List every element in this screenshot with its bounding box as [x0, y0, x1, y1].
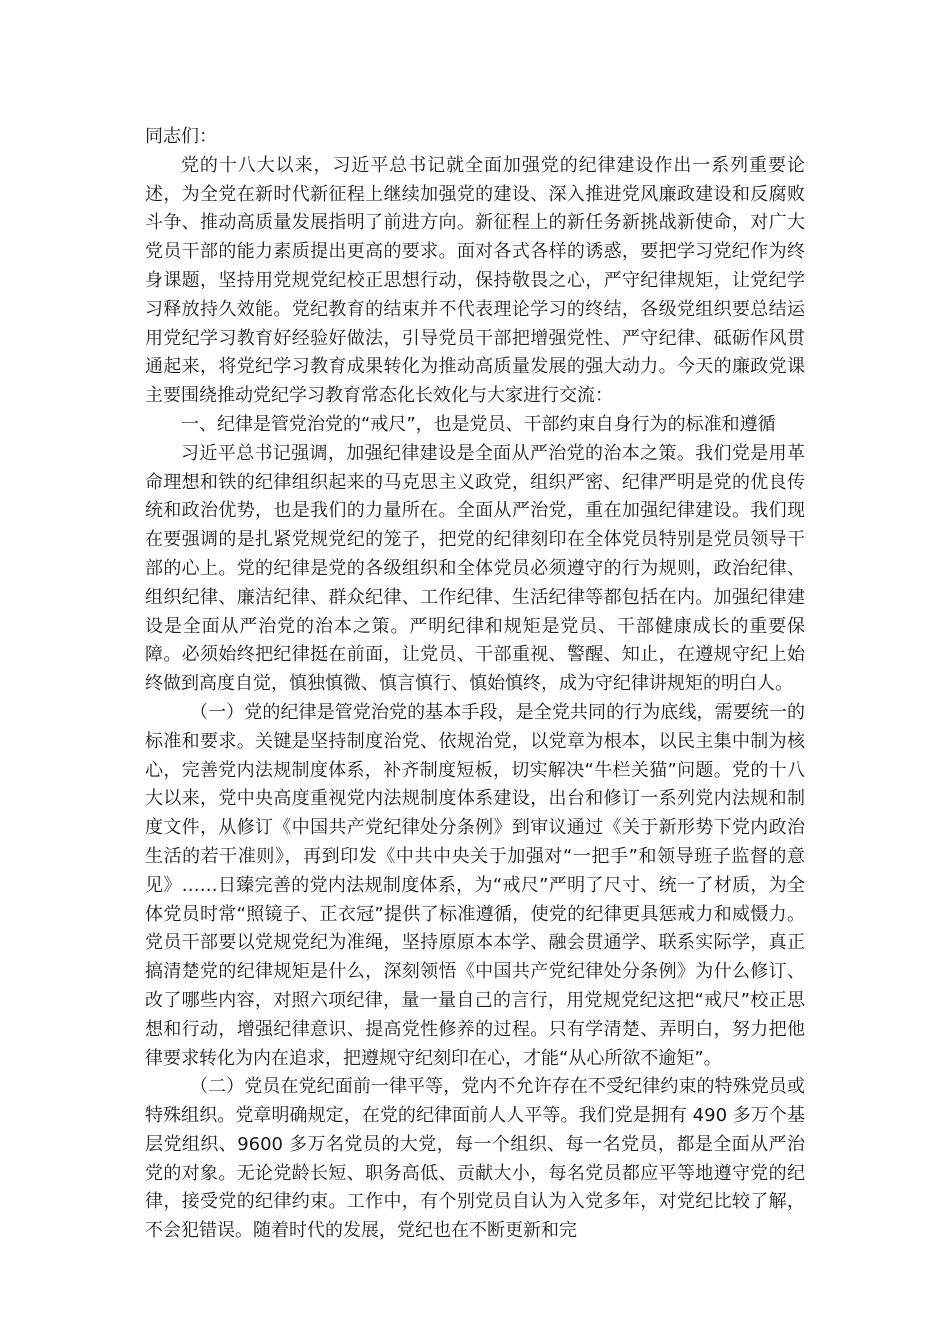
subsection-2-paragraph: （二）党员在党纪面前一律平等，党内不允许存在不受纪律约束的特殊党员或特殊组织。党章明确规定，在党的纪律面前人人平等。我们党是拥有 490 多万个基层党组织、9600 多万名党员的大党，每一个组织、每一名党员，都是全面从严治党的对象。无论党龄长短、职务高低、贡献大小，每名党员都应平等地遵守党的纪律，接受党的纪律约束。工作中，有个别党员自认为入党多年，对党纪比较了解，不会犯错误。随着时代的发展，党纪也在不断更新和完: [145, 1076, 805, 1242]
document-body: [145, 123, 805, 1246]
section-1-heading: 一、纪律是管党治党的“戒尺”，也是党员、干部约束自身行为的标准和遵循: [181, 413, 776, 435]
salutation: 同志们：: [145, 126, 217, 147]
subsection-1-paragraph: （一）党的纪律是管党治党的基本手段，是全党共同的行为底线，需要统一的标准和要求。关键是坚持制度治党、依规治党，以党章为根本，以民主集中制为核心，完善党内法规制度体系，补齐制度短板，切实解决“牛栏关猫”问题。党的十八大以来，党中央高度重视党内法规制度体系建设，出台和修订一系列党内法规和制度文件，从修订《中国共产党纪律处分条例》到审议通过《关于新形势下党内政治生活的若干准则》，再到印发《中共中央关于加强对“一把手”和领导班子监督的意见》……日臻完善的党内法规制度体系，为“戒尺”严明了尺寸、统一了材质，为全体党员时常“照镜子、正衣冠”提供了标准遵循，使党的纪律更具惩戒力和威慑力。党员干部要以党规党纪为准绳，坚持原原本本学、融会贯通学、联系实际学，真正搞清楚党的纪律规矩是什么，深刻领悟《中国共产党纪律处分条例》为什么修订、改了哪些内容，对照六项纪律，量一量自己的言行，用党规党纪这把“戒尺”校正思想和行动，增强纪律意识、提高党性修养的过程。只有学清楚、弄明白，努力把他律要求转化为内在追求，把遵规守纪刻印在心，才能“从心所欲不逾矩”。: [145, 701, 805, 1069]
section-1-paragraph: 习近平总书记强调，加强纪律建设是全面从严治党的治本之策。我们党是用革命理想和铁的纪律组织起来的马克思主义政党，组织严密、纪律严明是党的优良传统和政治优势，也是我们的力量所在。全面从严治党，重在加强纪律建设。我们现在要强调的是扎紧党规党纪的笼子，把党的纪律刻印在全体党员特别是党员领导干部的心上。党的纪律是党的各级组织和全体党员必须遵守的行为规则，政治纪律、组织纪律、廉洁纪律、群众纪律、工作纪律、生活纪律等都包括在内。加强纪律建设是全面从严治党的治本之策。严明纪律和规矩是党员、干部健康成长的重要保障。必须始终把纪律挺在前面，让党员、干部重视、警醒、知止，在遵规守纪上始终做到高度自觉，慎独慎微、慎言慎行、慎始慎终，成为守纪律讲规矩的明白人。: [145, 442, 805, 695]
intro-paragraph: 党的十八大以来，习近平总书记就全面加强党的纪律建设作出一系列重要论述，为全党在新时代新征程上继续加强党的建设、深入推进党风廉政建设和反腐败斗争、推动高质量发展指明了前进方向。新征程上的新任务新挑战新使命，对广大党员干部的能力素质提出更高的要求。面对各式各样的诱惑，要把学习党纪作为终身课题，坚持用党规党纪校正思想行动，保持敬畏之心，严守纪律规矩，让党纪学习释放持久效能。党纪教育的结束并不代表理论学习的终结，各级党组织要总结运用党纪学习教育好经验好做法，引导党员干部把增强党性、严守纪律、砥砺作风贯通起来，将党纪学习教育成果转化为推动高质量发展的强大动力。今天的廉政党课主要围绕推动党纪学习教育常态化长效化与大家进行交流：: [145, 154, 805, 407]
